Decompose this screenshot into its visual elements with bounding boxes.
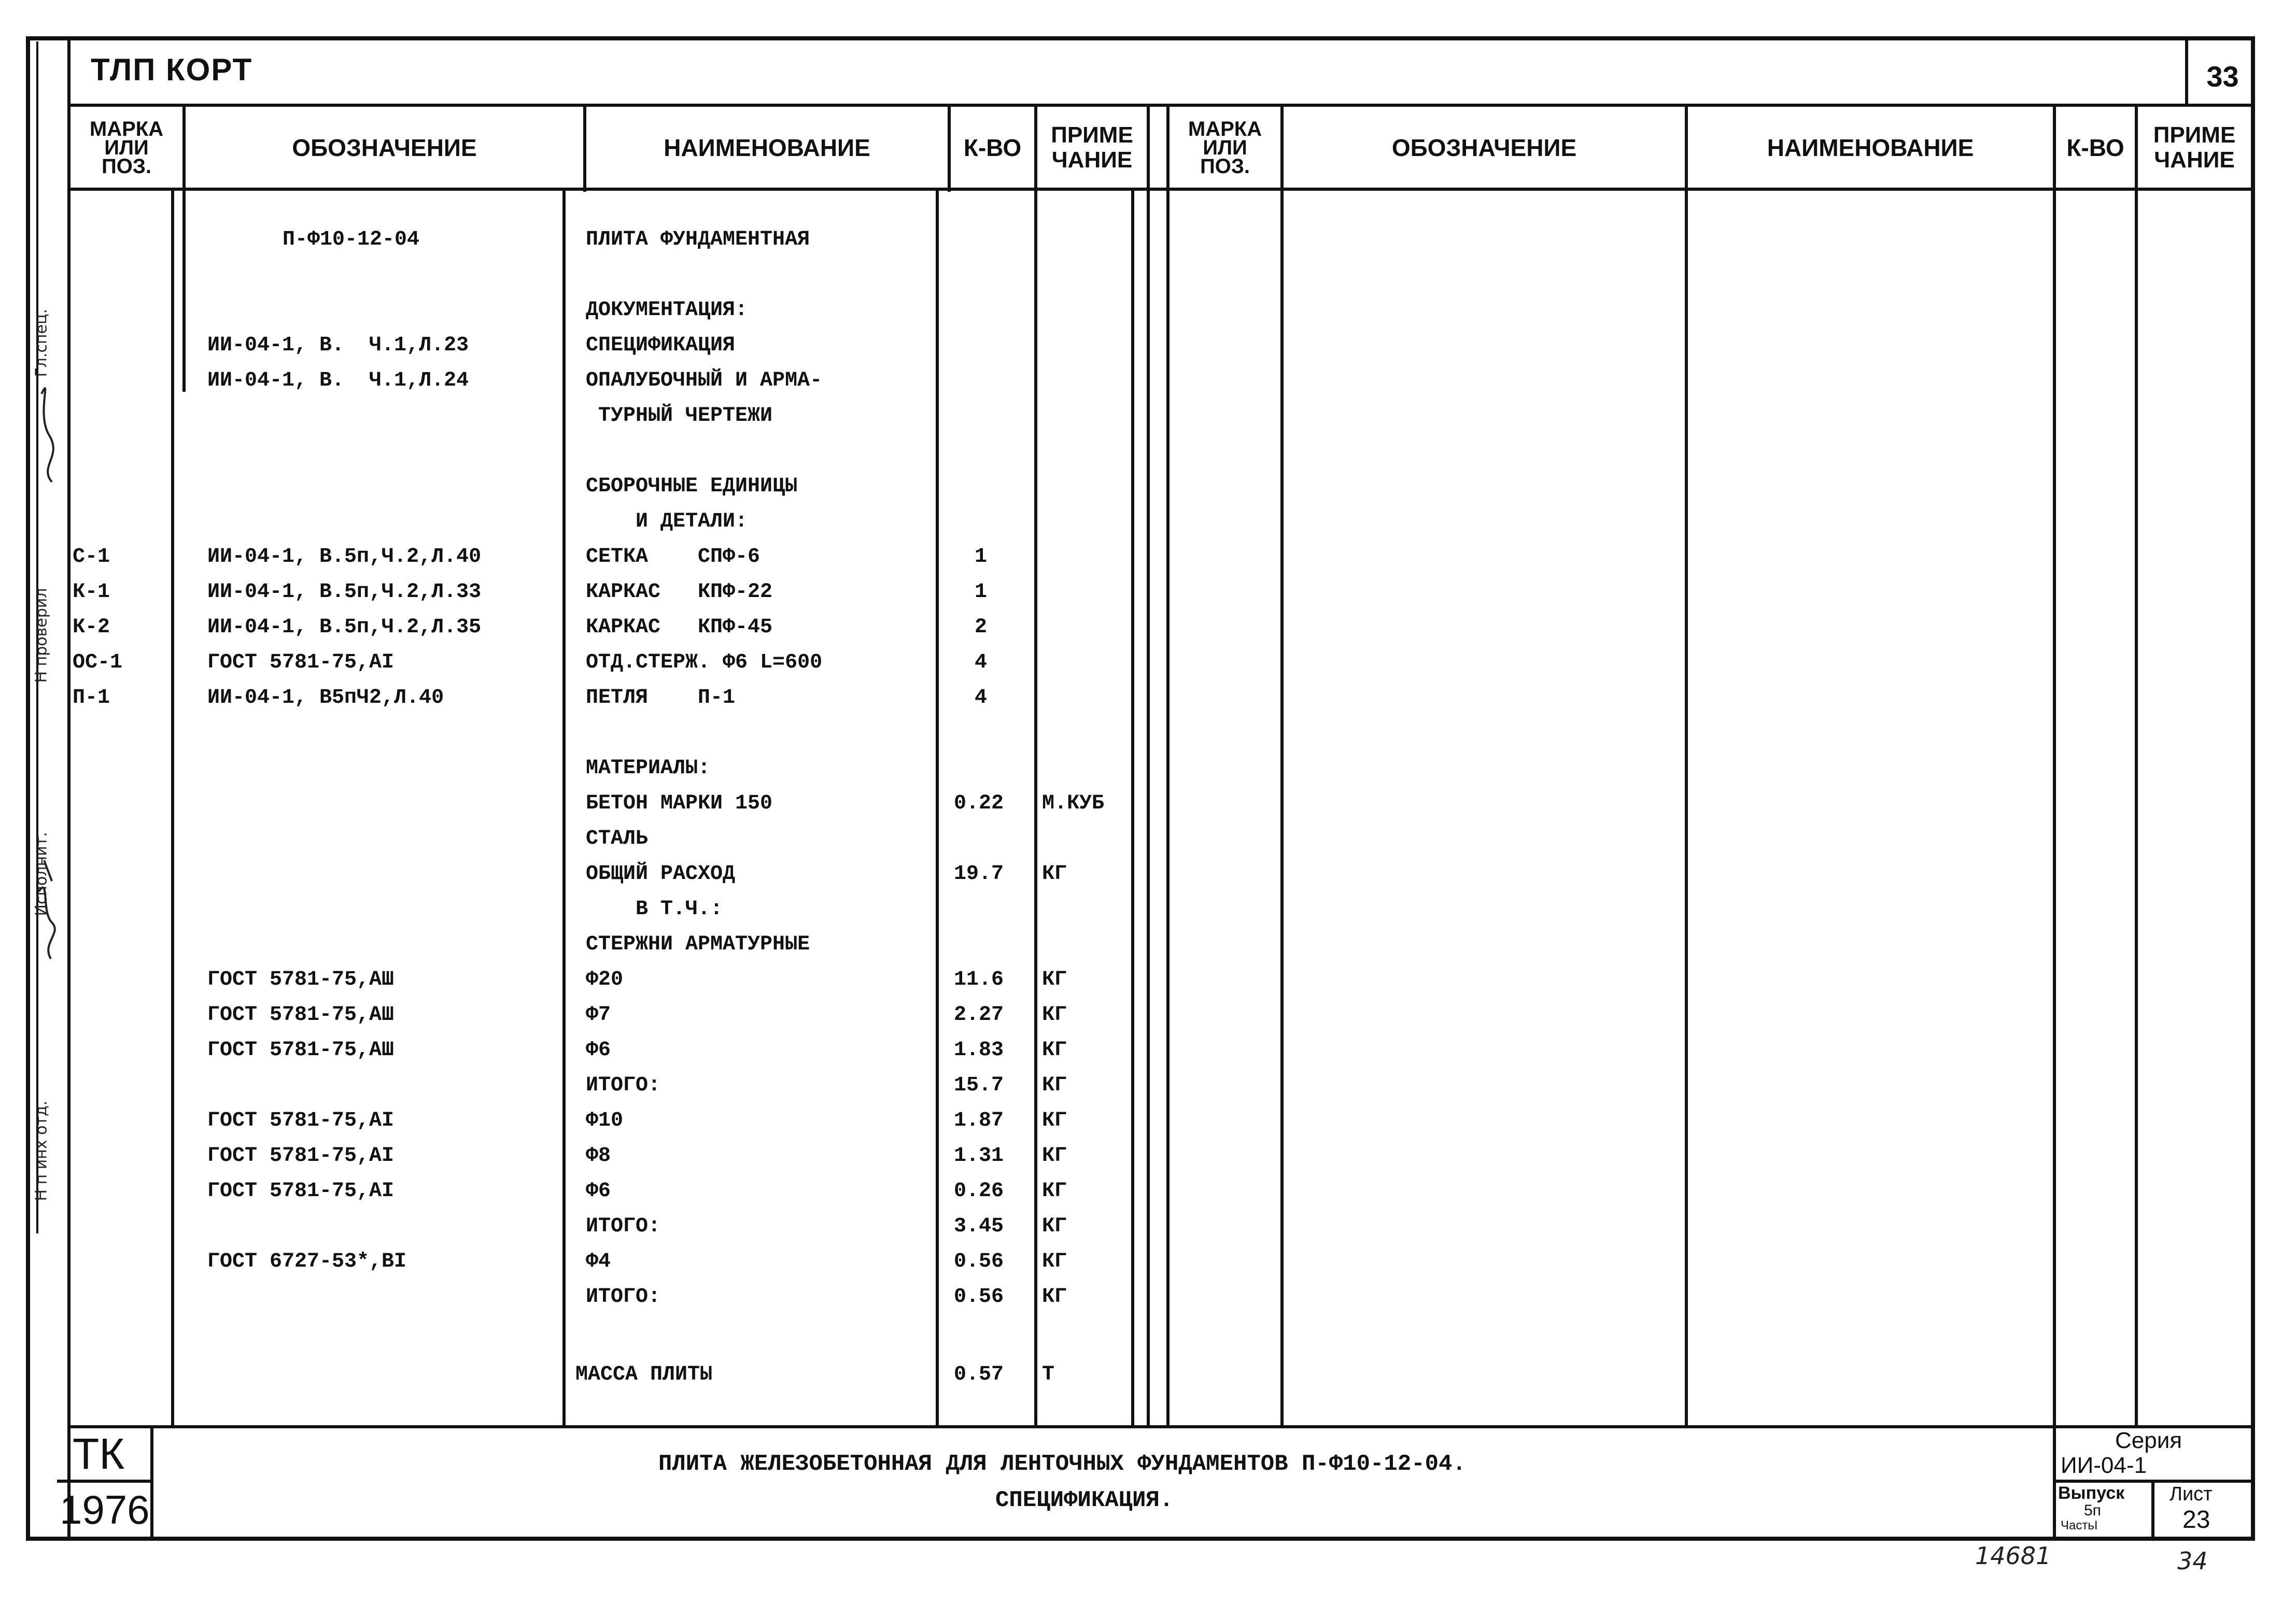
table-row [0, 404, 1161, 439]
cell-name: В Т.Ч.: [586, 898, 723, 921]
footer-left-divider [150, 1425, 153, 1541]
cell-qty: 1 [975, 580, 988, 604]
signature-marks [31, 363, 67, 1062]
cell-name: КАРКАС КПФ-45 [586, 616, 773, 639]
cell-name: ИТОГО: [586, 1215, 661, 1238]
cell-name: ИТОГО: [586, 1285, 661, 1309]
cell-qty: 2.27 [954, 1003, 1004, 1027]
side-label-1: Н п инх отд. [32, 1100, 51, 1201]
cell-name: ОТД.СТЕРЖ. Ф6 L=600 [586, 651, 823, 674]
cell-name: Ф6 [586, 1039, 611, 1062]
table-row [0, 616, 1161, 651]
table-row [0, 651, 1161, 686]
cell-qty: 11.6 [954, 968, 1004, 991]
cell-note: КГ [1042, 1003, 1067, 1027]
cell-note: КГ [1042, 968, 1067, 991]
right-col-header-mark [1170, 109, 1280, 187]
footer-left-mid [57, 1480, 153, 1483]
frame-bottom [26, 1537, 2255, 1541]
cell-note: КГ [1042, 862, 1067, 886]
col-header-note-line1: ПРИМЕ [1051, 122, 1133, 148]
cell-name: СТЕРЖНИ АРМАТУРНЫЕ [586, 933, 810, 956]
col-header-mark-line3: ПОЗ. [101, 155, 152, 178]
table-row [0, 757, 1161, 792]
cell-name: Ф7 [586, 1003, 611, 1027]
col-right-3 [2053, 104, 2056, 1428]
cell-qty: 1.31 [954, 1144, 1004, 1168]
table-row [0, 1003, 1161, 1039]
cell-name: ОПАЛУБОЧНЫЙ И АРМА- [586, 369, 823, 392]
col-right-0 [1166, 104, 1170, 1428]
cell-name: СЕТКА СПФ-6 [586, 545, 760, 569]
right-col-header-mark-line2: ИЛИ [1203, 136, 1247, 159]
cell-name: КАРКАС КПФ-22 [586, 580, 773, 604]
spec-table-body [0, 0, 1161, 1430]
cell-designation: ИИ-04-1, В.5п,Ч.2,Л.35 [207, 616, 482, 639]
table-row [0, 369, 1161, 404]
cell-name: МАССА ПЛИТЫ [575, 1363, 713, 1386]
table-row [0, 299, 1161, 334]
cell-designation: ГОСТ 5781-75,АШ [207, 1039, 395, 1062]
table-row [0, 1250, 1161, 1285]
cell-designation: ИИ-04-1, В.5п,Ч.2,Л.33 [207, 580, 482, 604]
cell-name: СБОРОЧНЫЕ ЕДИНИЦЫ [586, 475, 798, 498]
cell-name: Ф10 [586, 1109, 624, 1132]
cell-designation: ИИ-04-1, В5пЧ2,Л.40 [207, 686, 444, 709]
page-stamp: 34 [2177, 1547, 2208, 1575]
table-row [0, 792, 1161, 827]
footer-right-divider [2053, 1425, 2056, 1541]
table-row [0, 510, 1161, 545]
cell-designation: ГОСТ 5781-75,AI [207, 1144, 395, 1168]
cell-name: СТАЛЬ [586, 827, 649, 850]
cell-name: Ф6 [586, 1180, 611, 1203]
cell-designation: ИИ-04-1, В. Ч.1,Л.23 [207, 334, 469, 357]
table-row [0, 1074, 1161, 1109]
cell-note: КГ [1042, 1180, 1067, 1203]
cell-note: КГ [1042, 1074, 1067, 1097]
cell-designation: ГОСТ 5781-75,AI [207, 1180, 395, 1203]
footer-title-line2: СПЕЦИФИКАЦИЯ. [995, 1487, 1174, 1513]
cell-name: Ф4 [586, 1250, 611, 1273]
cell-qty: 0.26 [954, 1180, 1004, 1203]
table-row [0, 439, 1161, 475]
cell-qty: 1 [975, 545, 988, 569]
cell-designation: ГОСТ 6727-53*,BI [207, 1250, 407, 1273]
col-header-qty: К-ВО [963, 134, 1022, 161]
cell-qty: 0.57 [954, 1363, 1004, 1386]
cell-qty: 4 [975, 686, 988, 709]
table-row [0, 721, 1161, 757]
footer-series-label: Серия [2115, 1428, 2182, 1453]
cell-mark: П-1 [73, 686, 110, 709]
cell-qty: 0.56 [954, 1250, 1004, 1273]
table-row [0, 1321, 1161, 1356]
page-title: ТЛП КОРТ [91, 52, 253, 87]
footer-issue-value: 5п [2084, 1502, 2101, 1519]
cell-designation: П-Ф10-12-04 [283, 228, 420, 251]
cell-designation: ИИ-04-1, В.5п,Ч.2,Л.40 [207, 545, 482, 569]
cell-note: КГ [1042, 1250, 1067, 1273]
col-header-name: НАИМЕНОВАНИЕ [664, 134, 870, 161]
footer-sheet-value: 23 [2182, 1506, 2210, 1534]
cell-designation: ГОСТ 5781-75,AI [207, 1109, 395, 1132]
cell-qty: 2 [975, 616, 988, 639]
col-header-mark-line2: ИЛИ [104, 136, 149, 159]
col-right-2 [1685, 104, 1688, 1428]
cell-name: Ф20 [586, 968, 624, 991]
cell-name: ТУРНЫЙ ЧЕРТЕЖИ [586, 404, 773, 428]
cell-qty: 3.45 [954, 1215, 1004, 1238]
cell-name: Ф8 [586, 1144, 611, 1168]
col-header-mark-line1: МАРКА [89, 118, 164, 140]
cell-designation: ГОСТ 5781-75,АШ [207, 968, 395, 991]
table-row [0, 334, 1161, 369]
table-row [0, 1363, 1161, 1398]
side-label-3: Н проверил [32, 588, 51, 683]
cell-note: КГ [1042, 1109, 1067, 1132]
right-col-header-designation: ОБОЗНАЧЕНИЕ [1391, 134, 1577, 161]
cell-name: И ДЕТАЛИ: [586, 510, 748, 533]
cell-name: ПЕТЛЯ П-1 [586, 686, 736, 709]
cell-note: КГ [1042, 1144, 1067, 1168]
cell-note: Т [1042, 1363, 1055, 1386]
col-right-1 [1280, 104, 1284, 1428]
table-row [0, 1039, 1161, 1074]
cell-mark: К-2 [73, 616, 110, 639]
sheet-number: 33 [2206, 60, 2239, 93]
footer-title-line1: ПЛИТА ЖЕЛЕЗОБЕТОННАЯ ДЛЯ ЛЕНТОЧНЫХ ФУНДАМЕНТОВ П-Ф10-12-04. [658, 1451, 1466, 1477]
footer-year: 1976 [60, 1487, 150, 1532]
cell-note: М.КУБ [1042, 792, 1105, 815]
col-header-designation: ОБОЗНАЧЕНИЕ [292, 134, 477, 161]
inventory-number: 14681 [1975, 1542, 2051, 1570]
cell-name: СПЕЦИФИКАЦИЯ [586, 334, 736, 357]
cell-qty: 1.83 [954, 1039, 1004, 1062]
cell-mark: К-1 [73, 580, 110, 604]
cell-name: МАТЕРИАЛЫ: [586, 757, 711, 780]
footer-issue-label: Выпуск [2058, 1483, 2125, 1503]
col-header-note-line2: ЧАНИЕ [1051, 147, 1133, 173]
footer-org: ТК [73, 1429, 125, 1478]
table-row [0, 898, 1161, 933]
right-col-header-mark-line3: ПОЗ. [1200, 155, 1250, 178]
table-row [0, 228, 1161, 263]
table-row [0, 475, 1161, 510]
cell-name: ОБЩИЙ РАСХОД [586, 862, 736, 886]
side-label-2: Исполнит. [32, 832, 51, 916]
table-row [0, 545, 1161, 580]
cell-qty: 0.56 [954, 1285, 1004, 1309]
table-row [0, 1215, 1161, 1250]
table-row [0, 1285, 1161, 1321]
cell-qty: 0.22 [954, 792, 1004, 815]
cell-mark: С-1 [73, 545, 110, 569]
cell-note: КГ [1042, 1215, 1067, 1238]
cell-note: КГ [1042, 1039, 1067, 1062]
footer-series-value: ИИ-04-1 [2061, 1453, 2147, 1478]
right-col-header-note-line2: ЧАНИЕ [2154, 147, 2235, 173]
table-row [0, 580, 1161, 616]
cell-mark: ОС-1 [73, 651, 123, 674]
footer-right-sub [2151, 1480, 2154, 1541]
footer-part-label: ЧастьI [2061, 1518, 2098, 1532]
right-col-header-mark-line1: МАРКА [1188, 118, 1262, 140]
cell-designation: ГОСТ 5781-75,АШ [207, 1003, 395, 1027]
table-row [0, 862, 1161, 898]
col-right-4 [2135, 104, 2138, 1428]
cell-qty: 1.87 [954, 1109, 1004, 1132]
cell-qty: 15.7 [954, 1074, 1004, 1097]
right-col-header-name: НАИМЕНОВАНИЕ [1767, 134, 1974, 161]
footer-sheet-label: Лист [2170, 1483, 2213, 1505]
sheet-box-left [2185, 36, 2188, 106]
table-row [0, 1144, 1161, 1180]
frame-right [2251, 36, 2255, 1541]
table-row [0, 686, 1161, 721]
cell-note: КГ [1042, 1285, 1067, 1309]
cell-name: ДОКУМЕНТАЦИЯ: [586, 299, 748, 322]
cell-name: ПЛИТА ФУНДАМЕНТНАЯ [586, 228, 810, 251]
side-label-4: Гл.спец. [32, 308, 51, 377]
table-row [0, 827, 1161, 862]
table-row [0, 1109, 1161, 1144]
table-row [0, 263, 1161, 299]
cell-qty: 19.7 [954, 862, 1004, 886]
cell-name: ИТОГО: [586, 1074, 661, 1097]
cell-name: БЕТОН МАРКИ 150 [586, 792, 773, 815]
cell-designation: ГОСТ 5781-75,AI [207, 651, 395, 674]
table-row [0, 1180, 1161, 1215]
table-row [0, 968, 1161, 1003]
cell-qty: 4 [975, 651, 988, 674]
right-col-header-note-line1: ПРИМЕ [2153, 122, 2236, 148]
right-col-header-note [2138, 109, 2251, 187]
right-col-header-qty: К-ВО [2066, 134, 2124, 161]
cell-designation: ИИ-04-1, В. Ч.1,Л.24 [207, 369, 469, 392]
table-row [0, 933, 1161, 968]
